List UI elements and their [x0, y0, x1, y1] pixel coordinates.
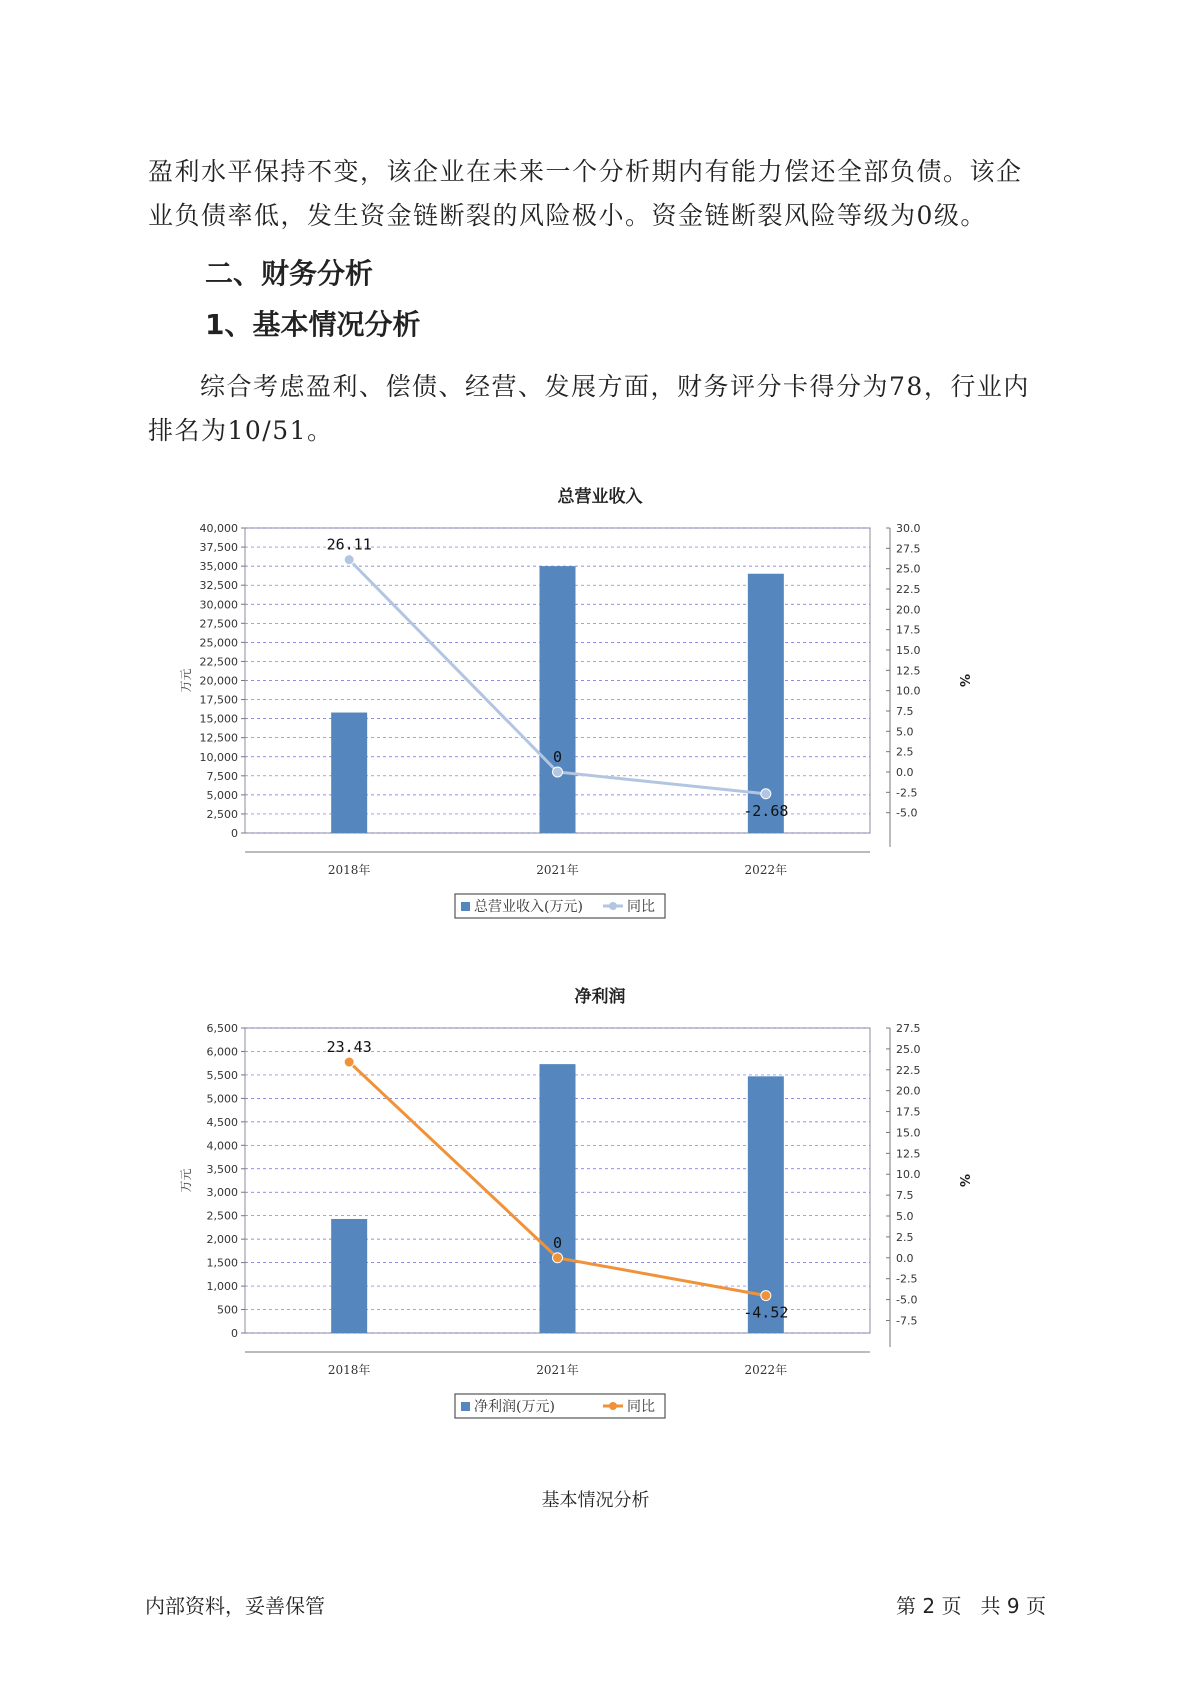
left-axis-tick-label: 15,000 [199, 712, 238, 726]
subsection-heading-basic-analysis: 1、基本情况分析 [205, 308, 421, 341]
left-axis-tick-label: 25,000 [199, 636, 238, 650]
right-axis-tick-label: 30.0 [896, 522, 921, 535]
left-axis-tick-label: 500 [217, 1303, 238, 1317]
yoy-point-2022年 [761, 1291, 771, 1301]
right-axis-tick-label: 2.5 [896, 745, 914, 759]
left-axis-tick-label: 30,000 [199, 598, 238, 612]
right-axis-tick-label: 0.0 [896, 766, 914, 779]
left-axis-tick-label: 5,000 [206, 1092, 238, 1106]
left-axis-tick-label: 1,000 [206, 1280, 238, 1294]
left-axis-tick-label: 0 [231, 1327, 238, 1340]
right-axis-tick-label: 15.0 [896, 1126, 921, 1140]
right-axis-tick-label: 17.5 [896, 623, 921, 637]
net-profit-chart-svg [160, 980, 1040, 1430]
net-profit-chart [160, 980, 1040, 1430]
right-axis-tick-label: 5.0 [896, 1210, 914, 1224]
bar-2021年 [540, 566, 576, 833]
left-axis-tick-label: 7,500 [206, 769, 238, 783]
right-axis-tick-label: 5.0 [896, 725, 914, 739]
left-axis-tick-label: 20,000 [199, 674, 238, 688]
left-axis-tick-label: 3,500 [206, 1162, 238, 1176]
left-axis-title: 万元 [179, 668, 193, 693]
left-axis-tick-label: 5,500 [206, 1068, 238, 1082]
bar-2018年 [331, 713, 367, 833]
x-axis-tick-label: 2021年 [536, 863, 579, 877]
legend-line-marker [609, 1402, 617, 1410]
yoy-data-label: 23.43 [326, 1038, 372, 1057]
legend-line-label: 同比 [627, 1399, 655, 1415]
footer-page-number: 第 2 页 共 9 页 [896, 1594, 1046, 1618]
left-axis-tick-label: 6,000 [206, 1045, 238, 1059]
right-axis-tick-label: 25.0 [896, 1042, 921, 1056]
left-axis-tick-label: 3,000 [206, 1186, 238, 1200]
left-axis-tick-label: 10,000 [199, 750, 238, 764]
left-axis-tick-label: 5,000 [206, 788, 238, 802]
right-axis-tick-label: 27.5 [896, 542, 921, 556]
yoy-point-2018年 [344, 1057, 354, 1067]
left-axis-tick-label: 1,500 [206, 1256, 238, 1270]
yoy-data-label: 26.11 [326, 535, 372, 554]
left-axis-tick-label: 2,500 [206, 1209, 238, 1223]
yoy-point-2021年 [553, 1253, 563, 1263]
revenue-chart [160, 480, 1040, 930]
right-axis-tick-label: 27.5 [896, 1022, 921, 1035]
right-axis-tick-label: -5.0 [896, 806, 918, 820]
left-axis-tick-label: 32,500 [199, 579, 238, 593]
right-axis-tick-label: -7.5 [896, 1314, 918, 1328]
right-axis-tick-label: 17.5 [896, 1105, 921, 1119]
right-axis-tick-label: -2.5 [896, 1272, 918, 1286]
legend-line-marker [609, 902, 617, 910]
legend-bar-label: 净利润(万元) [474, 1399, 555, 1415]
x-axis-tick-label: 2021年 [536, 1363, 579, 1377]
legend-bar-swatch [461, 902, 470, 911]
yoy-data-label: 0 [552, 748, 563, 766]
right-axis-title: % [956, 673, 971, 688]
right-axis-tick-label: 7.5 [896, 1189, 914, 1203]
right-axis-tick-label: 20.0 [896, 603, 921, 617]
right-axis-tick-label: 2.5 [896, 1230, 914, 1244]
left-axis-tick-label: 4,500 [206, 1115, 238, 1129]
yoy-data-label: -4.52 [743, 1303, 789, 1322]
left-axis-tick-label: 17,500 [199, 693, 238, 707]
left-axis-tick-label: 37,500 [199, 541, 238, 555]
yoy-point-2022年 [761, 789, 771, 799]
left-axis-title: 万元 [179, 1168, 193, 1193]
revenue-chart-svg [160, 480, 1040, 930]
left-axis-tick-label: 0 [231, 827, 238, 840]
right-axis-tick-label: 20.0 [896, 1084, 921, 1098]
left-axis-tick-label: 22,500 [199, 655, 238, 669]
right-axis-tick-label: 0.0 [896, 1251, 914, 1265]
x-axis-tick-label: 2018年 [327, 1363, 371, 1377]
paragraph-risk-summary: 盈利水平保持不变，该企业在未来一个分析期内有能力偿还全部负债。该企业负债率低，发生资金链断裂的风险极小。资金链断裂风险等级为0级。 [148, 157, 1023, 230]
chart-title: 总营业收入 [557, 487, 643, 507]
figure-caption: 基本情况分析 [541, 1490, 650, 1511]
right-axis-tick-label: -2.5 [896, 786, 918, 800]
right-axis-title: % [956, 1173, 971, 1188]
left-axis-tick-label: 2,000 [206, 1233, 238, 1247]
right-axis-tick-label: 12.5 [896, 664, 921, 678]
left-axis-tick-label: 6,500 [206, 1022, 238, 1035]
right-axis-tick-label: 15.0 [896, 644, 921, 657]
paragraph-scorecard: 综合考虑盈利、偿债、经营、发展方面，财务评分卡得分为78，行业内排名为10/51。 [148, 372, 1030, 445]
left-axis-tick-label: 2,500 [206, 807, 238, 821]
bar-2018年 [331, 1219, 367, 1333]
right-axis-tick-label: 22.5 [896, 1063, 921, 1077]
legend-bar-label: 总营业收入(万元) [474, 899, 583, 915]
bar-2021年 [540, 1064, 576, 1333]
yoy-point-2021年 [553, 767, 563, 777]
x-axis-tick-label: 2022年 [744, 863, 788, 877]
x-axis-tick-label: 2018年 [327, 863, 371, 877]
left-axis-tick-label: 40,000 [199, 522, 238, 535]
left-axis-tick-label: 27,500 [199, 617, 238, 631]
chart-title: 净利润 [574, 987, 626, 1007]
legend-bar-swatch [461, 1402, 470, 1411]
x-axis-tick-label: 2022年 [744, 1363, 788, 1377]
yoy-point-2018年 [344, 555, 354, 565]
right-axis-tick-label: 10.0 [896, 684, 921, 698]
yoy-data-label: -2.68 [743, 801, 789, 820]
left-axis-tick-label: 12,500 [199, 731, 238, 745]
right-axis-tick-label: 7.5 [896, 705, 914, 718]
yoy-data-label: 0 [552, 1233, 563, 1252]
right-axis-tick-label: 12.5 [896, 1147, 921, 1161]
right-axis-tick-label: 10.0 [896, 1168, 921, 1182]
footer-confidential-note: 内部资料，妥善保管 [145, 1594, 325, 1618]
left-axis-tick-label: 4,000 [206, 1139, 238, 1153]
right-axis-tick-label: 22.5 [896, 583, 921, 596]
legend-line-label: 同比 [627, 899, 655, 915]
section-heading-financial-analysis: 二、财务分析 [205, 257, 374, 290]
left-axis-tick-label: 35,000 [199, 560, 238, 574]
right-axis-tick-label: -5.0 [896, 1293, 918, 1307]
right-axis-tick-label: 25.0 [896, 562, 921, 576]
